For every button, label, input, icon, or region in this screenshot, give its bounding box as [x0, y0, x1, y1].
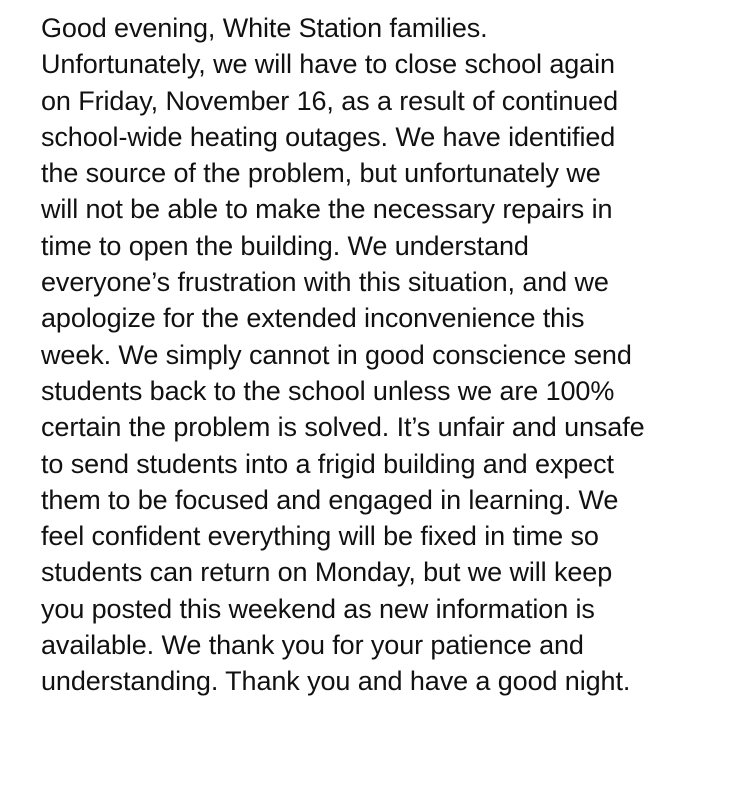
- text-line-6: will not be able to make the necessary repairs in: [41, 194, 613, 225]
- text-line-15: feel confident everything will be fixed in time so: [41, 521, 599, 552]
- text-line-14: them to be focused and engaged in learning. We: [41, 484, 619, 515]
- text-line-1: Good evening, White Station families.: [41, 13, 488, 43]
- text-line-8: everyone’s frustration with this situation, and we: [41, 267, 609, 298]
- text-line-10: week. We simply cannot in good conscience send: [41, 339, 632, 370]
- text-line-2: Unfortunately, we will have to close school again: [41, 49, 615, 80]
- text-line-11: students back to the school unless we are 100%: [41, 375, 615, 406]
- text-line-16: students can return on Monday, but we will keep: [41, 557, 613, 588]
- text-line-18: available. We thank you for your patience and: [41, 630, 584, 661]
- text-line-3: on Friday, November 16, as a result of continued: [41, 85, 619, 116]
- text-line-13: to send students into a frigid building and expect: [41, 448, 614, 479]
- text-line-9: apologize for the extended inconvenience this: [41, 303, 585, 334]
- announcement-text: [41, 10, 741, 700]
- text-line-4: school-wide heating outages. We have identified: [41, 121, 616, 152]
- text-line-12: certain the problem is solved. It’s unfair and unsafe: [41, 412, 645, 443]
- text-line-17: you posted this weekend as new information is: [41, 593, 595, 624]
- text-line-7: time to open the building. We understand: [41, 230, 529, 261]
- text-line-5: the source of the problem, but unfortunately we: [41, 158, 601, 189]
- text-line-19: understanding. Thank you and have a good night.: [41, 666, 631, 697]
